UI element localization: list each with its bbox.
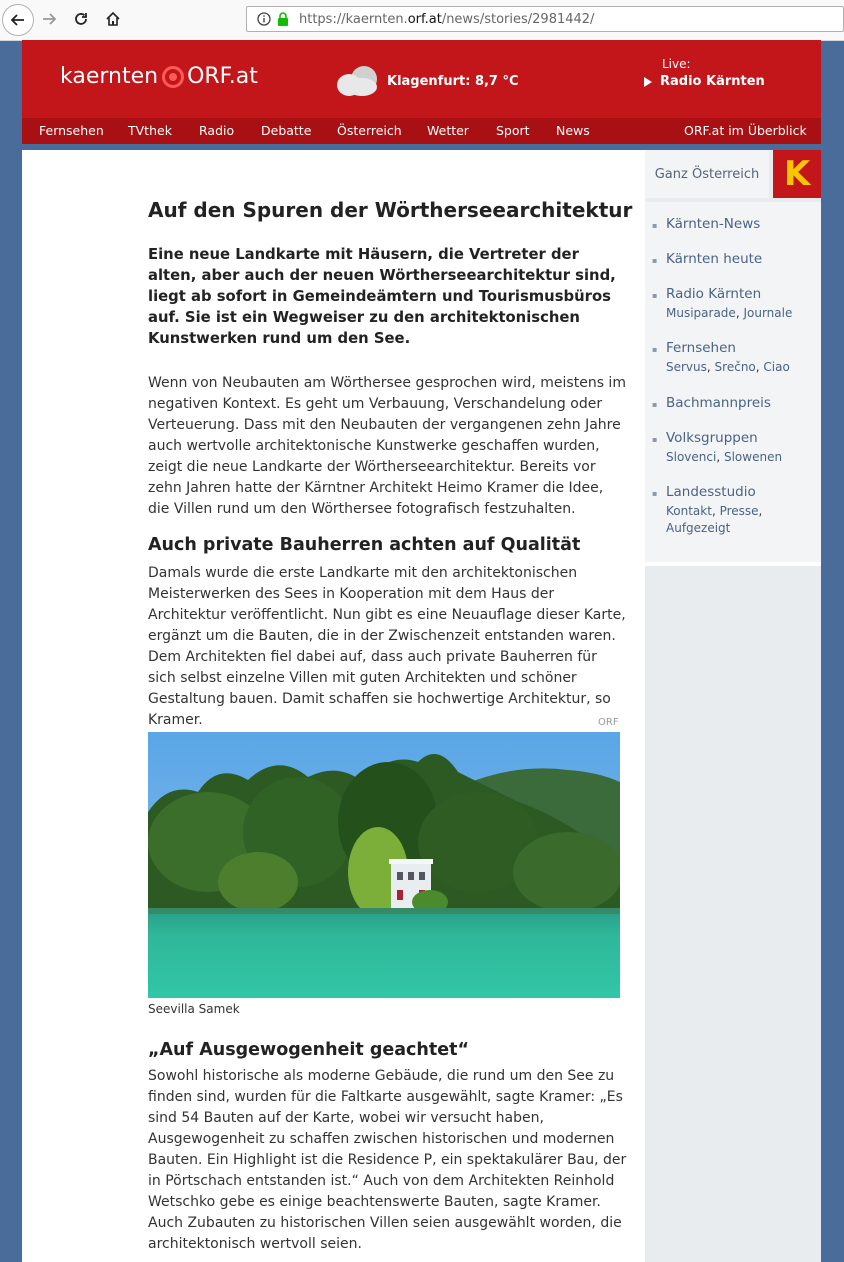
- article-paragraph-2: Damals wurde die erste Landkarte mit den architektonischen Meisterwerken des Sees in Kooperation mit dem Haus der Architektur veröffentlicht. Nun gibt es eine Neuauflage dieser Karte, ergänzt um die Bauten, die in der Zwischenzeit entstanden waren. Dem Architekten fiel dabei auf, dass auch private Bauherren für sich selbst einzelne Villen mit guten Architekten und schöner Gestaltung bauen. Damit schaffen sie hochwertige Architektur, so Kramer.: [148, 565, 626, 728]
- bullet-icon: ▪: [652, 256, 658, 265]
- reload-icon: [73, 11, 89, 27]
- sidebar-item-label[interactable]: Fernsehen: [666, 340, 736, 356]
- article-paragraph-1: Wenn von Neubauten am Wörthersee gesprochen wird, meistens im negativen Kontext. Es geht um Verbauung, Verschandelung oder Verteuerung. Dass mit den Neubauten der vergangenen zehn Jahre auch wertvolle architektonische Kunstwerke geschaffen wurden, zeigt die neue Landkarte der Wörtherseearchitektur. Bereits vor zehn Jahren hatte der Kärntner Architekt Heimo Kramer die Idee, die Villen rund um den Wörthersee fotografisch festzuhalten.: [148, 375, 626, 517]
- sidebar-divider: [645, 562, 821, 566]
- article-photo: [148, 732, 620, 998]
- home-icon: [105, 11, 121, 27]
- sidebar-nav: [645, 202, 821, 562]
- live-station: [644, 74, 765, 90]
- sidebar-sublinks: Kontakt, Presse, Aufgezeigt: [666, 504, 763, 535]
- sidebar-item-label[interactable]: Bachmannpreis: [666, 395, 771, 411]
- sublink-presse[interactable]: Presse: [719, 504, 759, 518]
- nav-overview[interactable]: ORF.at im Überblick: [684, 123, 807, 138]
- arrow-right-icon: [41, 11, 57, 27]
- live-station-link[interactable]: Radio Kärnten: [660, 74, 765, 89]
- sidebar-item-label[interactable]: Radio Kärnten: [666, 286, 762, 302]
- sidebar-item-label[interactable]: Volksgruppen: [666, 430, 758, 446]
- ganz-oesterreich-link[interactable]: Ganz Österreich: [645, 150, 769, 198]
- bullet-icon: ▪: [652, 400, 658, 409]
- sublink-slowenen[interactable]: Slowenen: [723, 450, 783, 464]
- sublink-journale[interactable]: Journale: [743, 306, 793, 320]
- play-icon: [644, 77, 652, 87]
- site-header: [22, 40, 821, 118]
- weather-widget[interactable]: [337, 66, 519, 96]
- orf-eye-icon: [162, 66, 184, 88]
- logo-text-right: ORF.at: [187, 64, 258, 89]
- sublink-servus[interactable]: Servus: [666, 360, 707, 374]
- sublink-kontakt[interactable]: Kontakt: [666, 504, 712, 518]
- sidebar-sublinks: Slovenci, Slowenen: [666, 450, 783, 464]
- nav-debatte[interactable]: Debatte: [261, 123, 312, 138]
- sublink-slovenci[interactable]: Slovenci: [666, 450, 717, 464]
- reload-button[interactable]: [68, 6, 94, 32]
- site-logo[interactable]: [60, 64, 258, 89]
- lake-villa-image: [148, 732, 620, 998]
- article-subheading-1: Auch private Bauherren achten auf Qualität: [148, 535, 581, 555]
- arrow-left-icon: [10, 12, 26, 28]
- forward-button[interactable]: [36, 6, 62, 32]
- bullet-icon: ▪: [652, 291, 658, 300]
- back-button[interactable]: [2, 4, 34, 36]
- kaernten-k-logo[interactable]: K: [773, 150, 821, 198]
- live-label: Live:: [662, 57, 691, 71]
- bullet-icon: ▪: [652, 489, 658, 498]
- article-paragraph-3: Sowohl historische als moderne Gebäude, die rund um den See zu finden sind, wurden für die Faltkarte ausgewählt, sagte Kramer: „Es sind 54 Bauten auf der Karte, wobei wir versucht haben, Ausgewogenheit zu schaffen zwischen historischen und modernen Bauten. Ein Highlight ist die Residence P, ein spektakulärer Bau, der in Pörtschach entstanden ist.“ Auch von dem Architekten Reinhold Wetschko gebe es einige beachtenswerte Bauten, sagte Kramer. Auch Zubauten zu historischen Villen seien ausgewählt worden, die architektonisch wertvoll seien.: [148, 1068, 627, 1252]
- sublink-aufgezeigt[interactable]: Aufgezeigt: [666, 521, 731, 535]
- sublink-ciao[interactable]: Ciao: [763, 360, 790, 374]
- nav-tvthek[interactable]: TVthek: [128, 123, 172, 138]
- address-bar[interactable]: [246, 6, 844, 32]
- sidebar-item-label[interactable]: Kärnten heute: [666, 251, 763, 267]
- sidebar-item-label[interactable]: Kärnten-News: [666, 216, 761, 232]
- sidebar-sublinks: Musiparade, Journale: [666, 306, 793, 320]
- nav-fernsehen[interactable]: Fernsehen: [39, 123, 104, 138]
- nav-sport[interactable]: Sport: [496, 123, 530, 138]
- article-lead: Eine neue Landkarte mit Häusern, die Vertreter der alten, aber auch der neuen Wörtherseearchitektur sind, liegt ab sofort in Gemeindeämtern und Tourismusbüros auf. Sie ist ein Wegweiser zu den architektonischen Kunstwerken rund um den See.: [148, 246, 616, 347]
- bullet-icon: ▪: [652, 435, 658, 444]
- url-text[interactable]: https://kaernten.orf.at/news/stories/2981442/: [299, 11, 595, 27]
- sublink-musiparade[interactable]: Musiparade: [666, 306, 736, 320]
- live-radio[interactable]: [644, 56, 765, 90]
- nav-wetter[interactable]: Wetter: [427, 123, 469, 138]
- browser-toolbar: [0, 0, 844, 41]
- nav-radio[interactable]: Radio: [199, 123, 235, 138]
- lock-icon: [277, 12, 289, 26]
- sidebar: [645, 150, 821, 1262]
- article-headline: Auf den Spuren der Wörtherseearchitektur: [148, 198, 633, 222]
- logo-text-left: kaernten: [60, 64, 159, 89]
- bullet-icon: ▪: [652, 345, 658, 354]
- nav-oesterreich[interactable]: Österreich: [337, 123, 402, 138]
- main-nav: [22, 118, 821, 144]
- nav-news[interactable]: News: [556, 123, 590, 138]
- bullet-icon: ▪: [652, 221, 658, 230]
- sidebar-sublinks: Servus, Srečno, Ciao: [666, 360, 790, 374]
- photo-credit: ORF: [598, 717, 619, 728]
- article-subheading-2: „Auf Ausgewogenheit geachtet“: [148, 1040, 469, 1060]
- cloud-icon: [337, 66, 381, 96]
- sublink-srecno[interactable]: Srečno: [714, 360, 756, 374]
- home-button[interactable]: [100, 6, 126, 32]
- sidebar-item-label[interactable]: Landesstudio: [666, 484, 756, 500]
- info-icon[interactable]: [257, 12, 271, 26]
- photo-caption: Seevilla Samek: [148, 1002, 240, 1016]
- weather-text: Klagenfurt: 8,7 °C: [387, 73, 519, 89]
